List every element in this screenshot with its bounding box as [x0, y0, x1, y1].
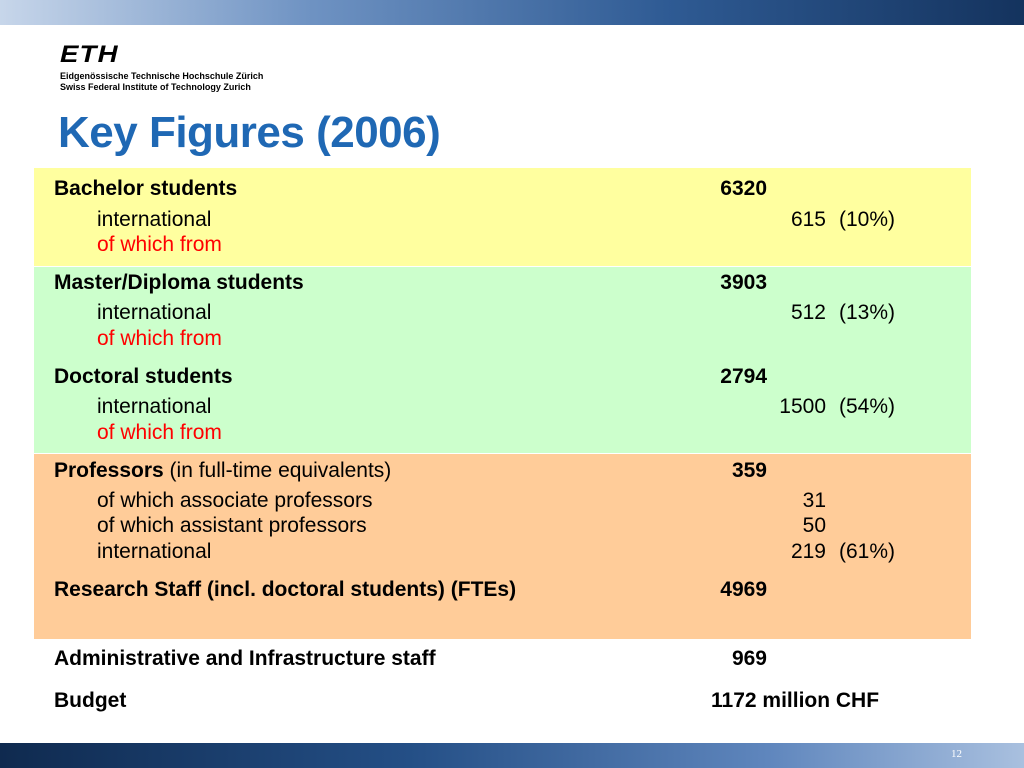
doctoral-international-label: international	[97, 395, 212, 418]
slide-title: Key Figures (2006)	[58, 108, 441, 157]
page-number: 12	[951, 748, 962, 760]
professors-international-label: international	[97, 540, 212, 563]
professors-note: (in full-time equivalents)	[163, 459, 392, 482]
master-label: Master/Diploma students	[54, 271, 304, 294]
doctoral-international-pct: (54%)	[839, 395, 896, 418]
professors-row	[54, 458, 391, 484]
bachelor-international-count: 615	[790, 208, 826, 231]
doctoral-of-which-from: of which from	[97, 421, 222, 444]
admin-staff-label: Administrative and Infrastructure staff	[54, 647, 436, 670]
bachelor-label: Bachelor students	[54, 177, 238, 200]
associate-professors-count: 31	[802, 489, 826, 512]
master-international-label: international	[97, 301, 212, 324]
professors-international-count: 219	[790, 540, 826, 563]
logo-line-english: Swiss Federal Institute of Technology Zurich	[60, 82, 251, 92]
associate-professors-label: of which associate professors	[97, 489, 373, 512]
bachelor-of-which-from: of which from	[97, 233, 222, 256]
bottom-banner	[0, 743, 1024, 768]
master-international-pct: (13%)	[839, 301, 896, 324]
budget-label: Budget	[54, 689, 127, 712]
eth-logo	[60, 41, 264, 93]
research-staff-label: Research Staff (incl. doctoral students) (FTEs)	[54, 578, 517, 601]
research-staff-total: 4969	[720, 578, 767, 601]
master-total: 3903	[720, 271, 767, 294]
professors-label: Professors	[54, 459, 164, 482]
professors-international-pct: (61%)	[839, 540, 896, 563]
top-banner	[0, 0, 1024, 25]
doctoral-international-count: 1500	[779, 395, 826, 418]
bachelor-international-pct: (10%)	[839, 208, 896, 231]
professors-total: 359	[731, 459, 767, 482]
budget-value: 1172 million CHF	[711, 689, 880, 712]
bachelor-total: 6320	[720, 177, 767, 200]
master-international-count: 512	[790, 301, 826, 324]
admin-staff-total: 969	[731, 647, 767, 670]
master-of-which-from: of which from	[97, 327, 222, 350]
logo-line-german: Eidgenössische Technische Hochschule Zürich	[60, 71, 264, 81]
doctoral-total: 2794	[720, 365, 767, 388]
doctoral-label: Doctoral students	[54, 365, 233, 388]
assistant-professors-label: of which assistant professors	[97, 514, 367, 537]
logo-mark: ETH	[60, 41, 119, 68]
assistant-professors-count: 50	[802, 514, 826, 537]
bachelor-international-label: international	[97, 208, 212, 231]
